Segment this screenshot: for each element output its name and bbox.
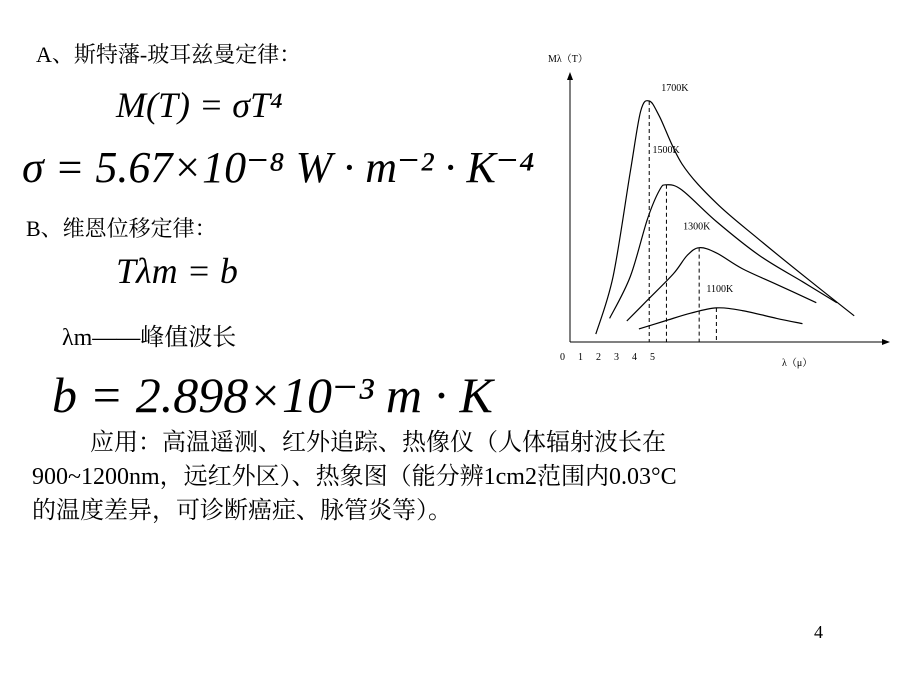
section-a-heading: A、斯特藩-玻耳兹曼定律： xyxy=(36,42,302,67)
series-label-1300K: 1300K xyxy=(683,221,711,233)
series-label-1700K: 1700K xyxy=(661,82,689,94)
x-axis-label: λ（μ） xyxy=(782,358,813,369)
x-tick-label: 0 xyxy=(560,352,565,363)
wien-constant-formula: b = 2.898×10⁻³ m · K xyxy=(52,367,493,423)
curve-1500K xyxy=(610,185,837,319)
curve-1700K xyxy=(596,101,854,335)
peak-wavelength-note: λm——峰值波长 xyxy=(62,325,237,351)
application-line-2: 900~1200nm，远红外区）、热象图（能分辨1cm2范围内0.03°C xyxy=(32,464,677,490)
wien-law-formula: Tλm = b xyxy=(116,251,238,291)
section-b-heading: B、维恩位移定律： xyxy=(26,216,217,241)
page-number: 4 xyxy=(814,622,823,642)
application-line-1: 应用：高温遥测、红外追踪、热像仪（人体辐射波长在 xyxy=(90,430,666,456)
blackbody-radiation-chart xyxy=(540,40,890,375)
x-tick-label: 1 xyxy=(578,352,583,363)
x-tick-label: 4 xyxy=(632,352,637,363)
series-label-1100K: 1100K xyxy=(706,283,734,295)
y-axis-label: Mλ（T） xyxy=(548,54,588,65)
x-tick-label: 5 xyxy=(650,352,655,363)
stefan-boltzmann-formula: M(T) = σT⁴ xyxy=(116,85,283,125)
y-axis-arrow xyxy=(567,72,573,80)
series-label-1500K: 1500K xyxy=(652,144,680,156)
application-line-3: 的温度差异，可诊断癌症、脉管炎等）。 xyxy=(32,498,452,524)
chart-labels xyxy=(548,53,812,369)
sigma-constant-formula: σ = 5.67×10⁻⁸ W · m⁻² · K⁻⁴ xyxy=(22,143,535,192)
curve-1100K xyxy=(639,308,803,329)
x-tick-label: 3 xyxy=(614,352,619,363)
chart-axes xyxy=(567,72,890,345)
x-axis-arrow xyxy=(882,339,890,345)
x-tick-label: 2 xyxy=(596,352,601,363)
chart-curves xyxy=(596,101,854,335)
